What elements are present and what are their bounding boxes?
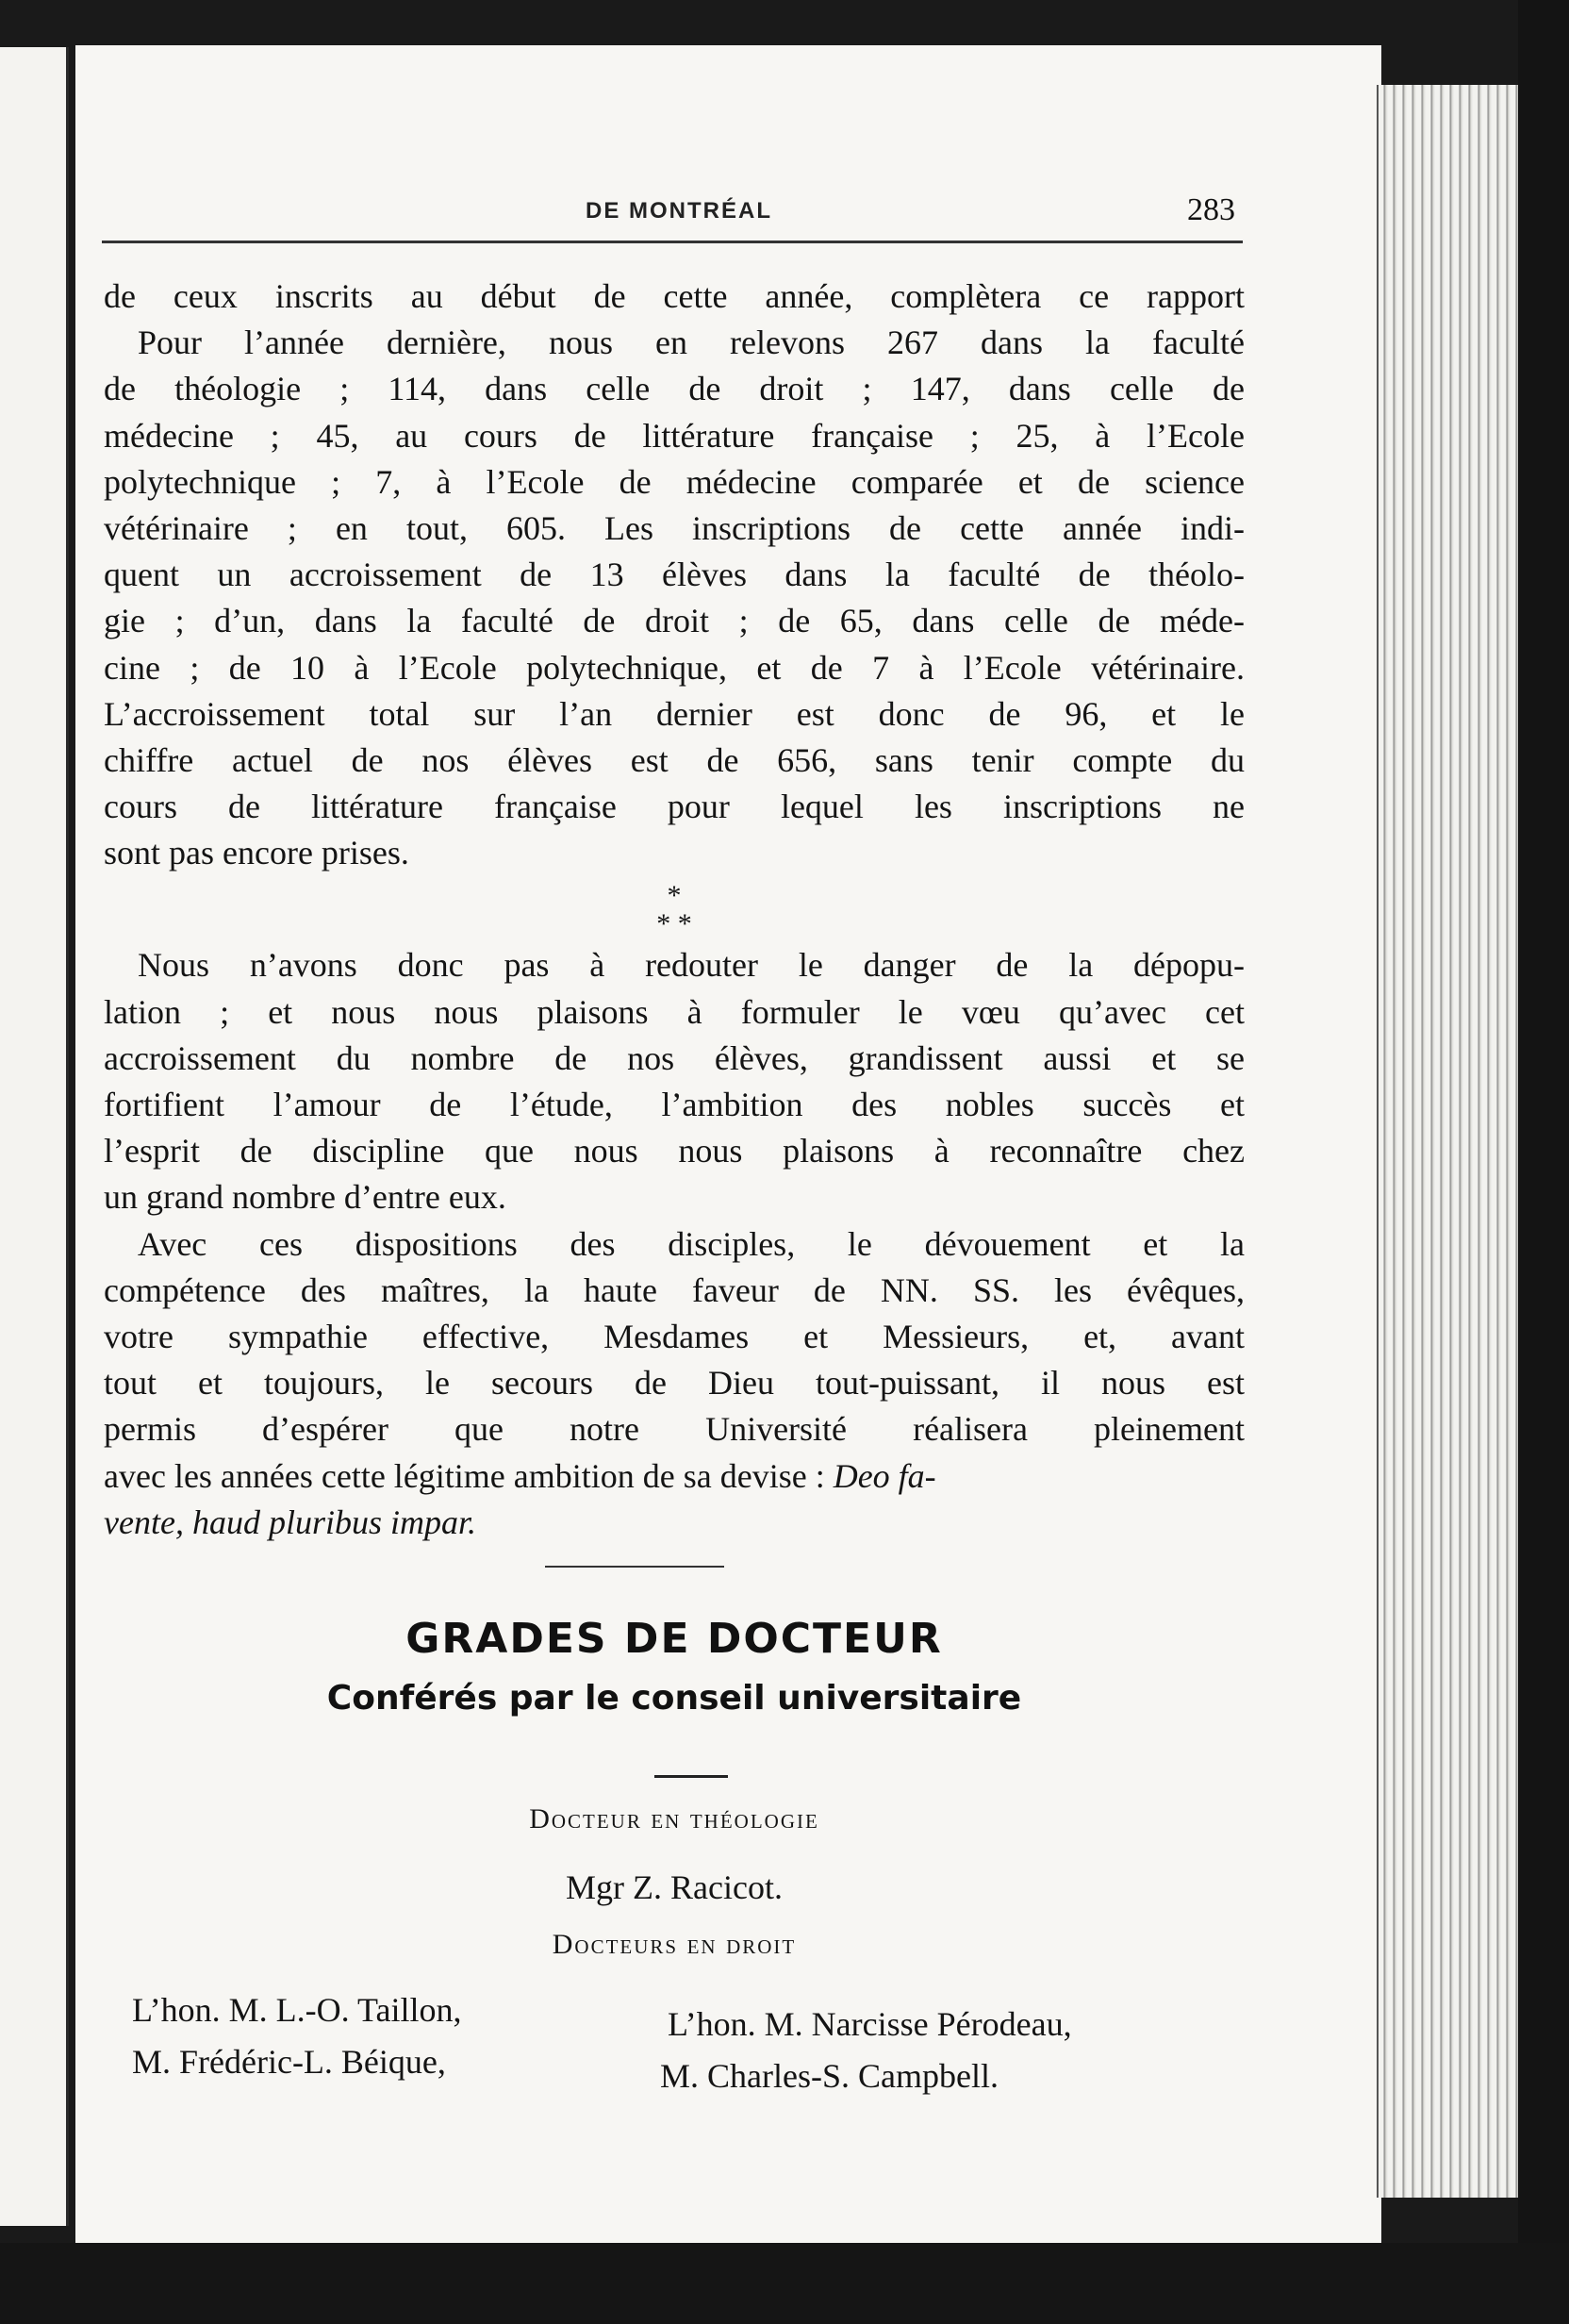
header-rule (102, 241, 1243, 243)
text-line: vente, haud pluribus impar. (104, 1502, 476, 1541)
text-line (104, 1453, 1245, 1500)
text-line: un grand nombre d’entre eux. (104, 1178, 506, 1217)
text-line: permis d’espérer que notre Université réalisera pleinement (104, 1410, 1245, 1449)
law-recipient: M. Charles-S. Campbell. (660, 2057, 999, 2095)
text-italic: Deo fa- (833, 1456, 936, 1495)
text-line: tout et toujours, le secours de Dieu tout-puissant, il nous est (104, 1364, 1245, 1403)
page-fore-edge (1377, 85, 1520, 2198)
text-line: sont pas encore prises. (104, 834, 409, 872)
paragraph-1 (104, 274, 1245, 876)
text-line: Nous n’avons donc pas à redouter le danger de la dépopu- (138, 946, 1245, 985)
text-line: cine ; de 10 à l’Ecole polytechnique, et de 7 à l’Ecole vétérinaire. (104, 648, 1245, 687)
theology-recipient: Mgr Z. Racicot. (566, 1868, 783, 1906)
law-heading: Docteurs en droit (552, 1929, 797, 1960)
text-line: vétérinaire ; en tout, 605. Les inscriptions de cette année indi- (104, 508, 1245, 547)
text-line: chiffre actuel de nos élèves est de 656, sans tenir compte du (104, 740, 1245, 779)
text-line: de ceux inscrits au début de cette année, complètera ce rapport (104, 277, 1245, 315)
text-line: cours de littérature française pour lequel les inscriptions ne (104, 788, 1245, 826)
text-roman: avec les années cette légitime ambition de sa devise : (104, 1456, 834, 1495)
text-line: l’esprit de discipline que nous nous plaisons à reconnaître chez (104, 1132, 1245, 1170)
paragraph-2 (104, 942, 1245, 1220)
text-line: votre sympathie effective, Mesdames et Messieurs, et, avant (104, 1317, 1245, 1355)
theology-heading: Docteur en théologie (529, 1803, 819, 1834)
page-number: 283 (1187, 192, 1235, 227)
text-line: médecine ; 45, au cours de littérature française ; 25, à l’Ecole (104, 416, 1245, 455)
text-line: lation ; et nous nous plaisons à formuler le vœu qu’avec cet (104, 992, 1245, 1031)
text-line: quent un accroissement de 13 élèves dans la faculté de théolo- (104, 556, 1245, 594)
left-page-edge (0, 47, 69, 2226)
law-recipient: M. Frédéric-L. Béique, (132, 2043, 446, 2081)
law-recipient: L’hon. M. Narcisse Pérodeau, (668, 2005, 1072, 2043)
text-line: fortifient l’amour de l’étude, l’ambition des nobles succès et (104, 1086, 1245, 1123)
asterism (104, 876, 1245, 942)
section-title: GRADES DE DOCTEUR (405, 1615, 943, 1663)
text-line: Pour l’année dernière, nous en relevons 267 dans la faculté (138, 324, 1245, 362)
law-recipient: L’hon. M. L.-O. Taillon, (132, 1991, 462, 2029)
body-text (104, 274, 1245, 1546)
asterism-bottom: * * (656, 908, 692, 940)
text-line: accroissement du nombre de nos élèves, grandissent aussi et se (104, 1038, 1245, 1077)
background-right (1518, 0, 1569, 2324)
text-line: compétence des maîtres, la haute faveur de NN. SS. les évêques, (104, 1270, 1245, 1309)
paragraph-3 (104, 1221, 1245, 1546)
text-line: L’accroissement total sur l’an dernier est donc de 96, et le (104, 694, 1245, 733)
text-line: gie ; d’un, dans la faculté de droit ; de 65, dans celle de méde- (104, 602, 1245, 640)
running-head: DE MONTRÉAL (586, 198, 772, 224)
subsection-rule (654, 1775, 728, 1778)
text-line: de théologie ; 114, dans celle de droit ; 147, dans celle de (104, 370, 1245, 408)
asterism-top: * (667, 880, 682, 912)
section-rule (545, 1566, 724, 1568)
background-bottom (0, 2243, 1569, 2324)
section-subtitle: Conférés par le conseil universitaire (326, 1679, 1022, 1718)
text-line: polytechnique ; 7, à l’Ecole de médecine comparée et de science (104, 462, 1245, 501)
text-line: Avec ces dispositions des disciples, le dévouement et la (138, 1224, 1245, 1263)
